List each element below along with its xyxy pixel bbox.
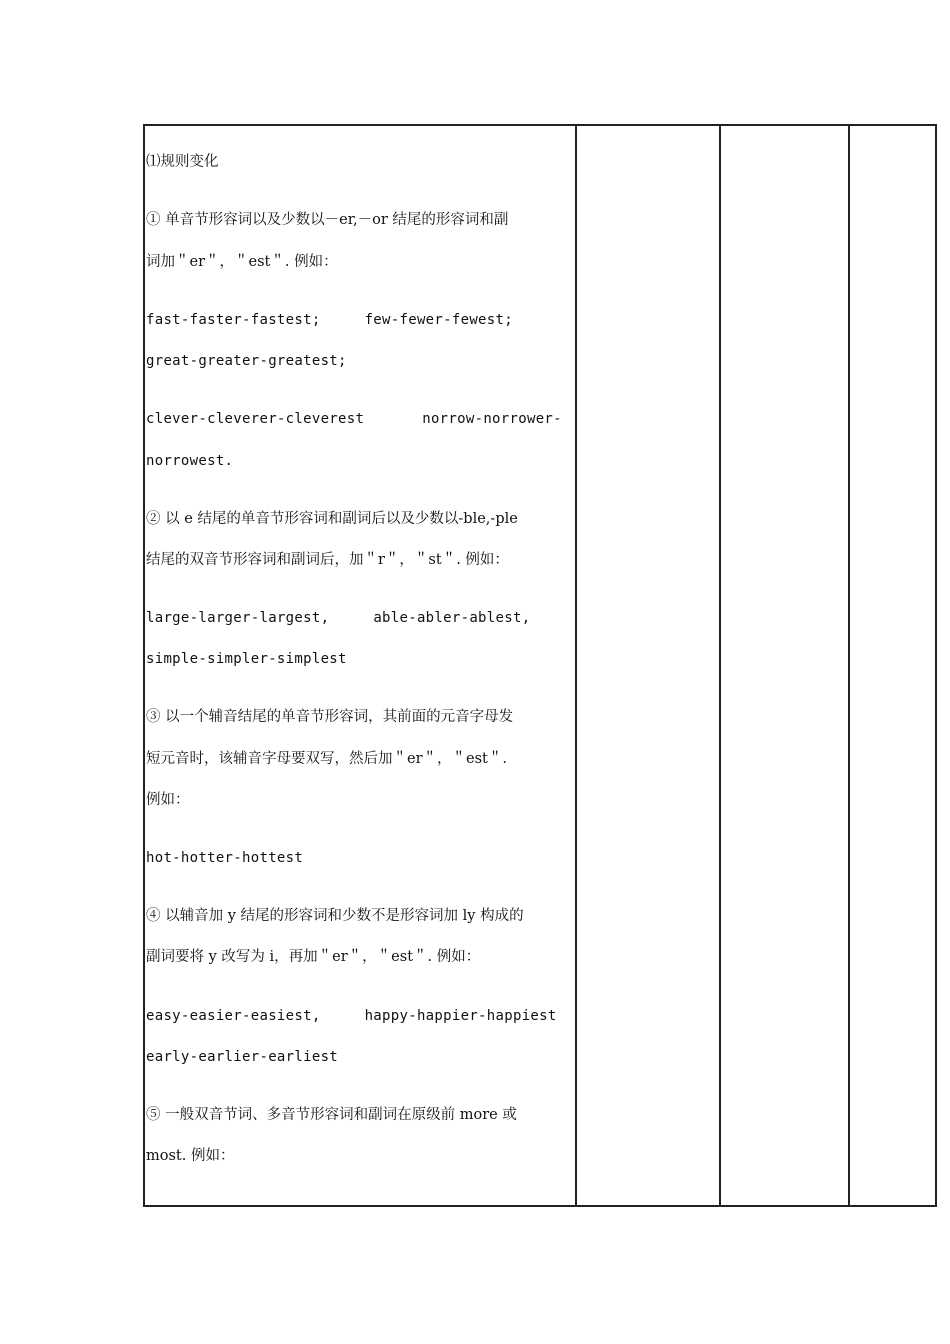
example-item: happy-happier-happiest [364, 1008, 557, 1024]
rule-5-line-2: most. 例如： [146, 1148, 235, 1164]
example-item: early-earlier-earliest [146, 1049, 339, 1065]
rule-1-line-2: 词加＂er＂，＂est＂. 例如： [146, 254, 338, 270]
example-item: great-greater-greatest; [146, 353, 347, 369]
example-item: easy-easier-easiest, [146, 1008, 321, 1024]
rule-4-line-1: ④ 以辅音加 y 结尾的形容词和少数不是形容词加 ly 构成的 [146, 908, 524, 924]
example-item: simple-simpler-simplest [146, 651, 347, 667]
example-item: few-fewer-fewest; [364, 312, 513, 328]
rule-4-line-2: 副词要将 y 改写为 i，再加＂er＂，＂est＂. 例如： [146, 949, 481, 965]
rule-2-line-1: ② 以 e 结尾的单音节形容词和副词后以及少数以-ble,-ple [146, 511, 518, 527]
example-line [146, 609, 530, 627]
example-item: norrowest. [146, 453, 234, 469]
example-item: hot-hotter-hottest [146, 850, 304, 866]
example-item: fast-faster-fastest; [146, 312, 321, 328]
section-heading: ⑴规则变化 [146, 154, 219, 170]
rule-3-line-2: 短元音时，该辅音字母要双写，然后加＂er＂，＂est＂. [146, 751, 507, 767]
rule-3-line-1: ③ 以一个辅音结尾的单音节形容词，其前面的元音字母发 [146, 709, 514, 725]
table-row [144, 125, 936, 1206]
empty-cell [720, 125, 849, 1206]
example-line [146, 311, 513, 329]
example-item: clever-cleverer-cleverest [146, 411, 365, 427]
rule-1-line-1: ① 单音节形容词以及少数以－er,－or 结尾的形容词和副 [146, 212, 509, 228]
example-item: able-abler-ablest, [373, 610, 531, 626]
empty-cell [576, 125, 720, 1206]
lesson-table [143, 124, 937, 1207]
rule-2-line-2: 结尾的双音节形容词和副词后，加＂r＂，＂st＂. 例如： [146, 552, 509, 568]
example-line [146, 1007, 557, 1025]
example-item: large-larger-largest, [146, 610, 330, 626]
example-line [146, 410, 562, 428]
empty-cell [849, 125, 936, 1206]
content-cell [144, 125, 576, 1206]
example-item: norrow-norrower- [422, 411, 562, 427]
content-body [145, 126, 577, 1205]
rule-3-line-3: 例如： [146, 792, 190, 808]
rule-5-line-1: ⑤ 一般双音节词、多音节形容词和副词在原级前 more 或 [146, 1107, 517, 1123]
